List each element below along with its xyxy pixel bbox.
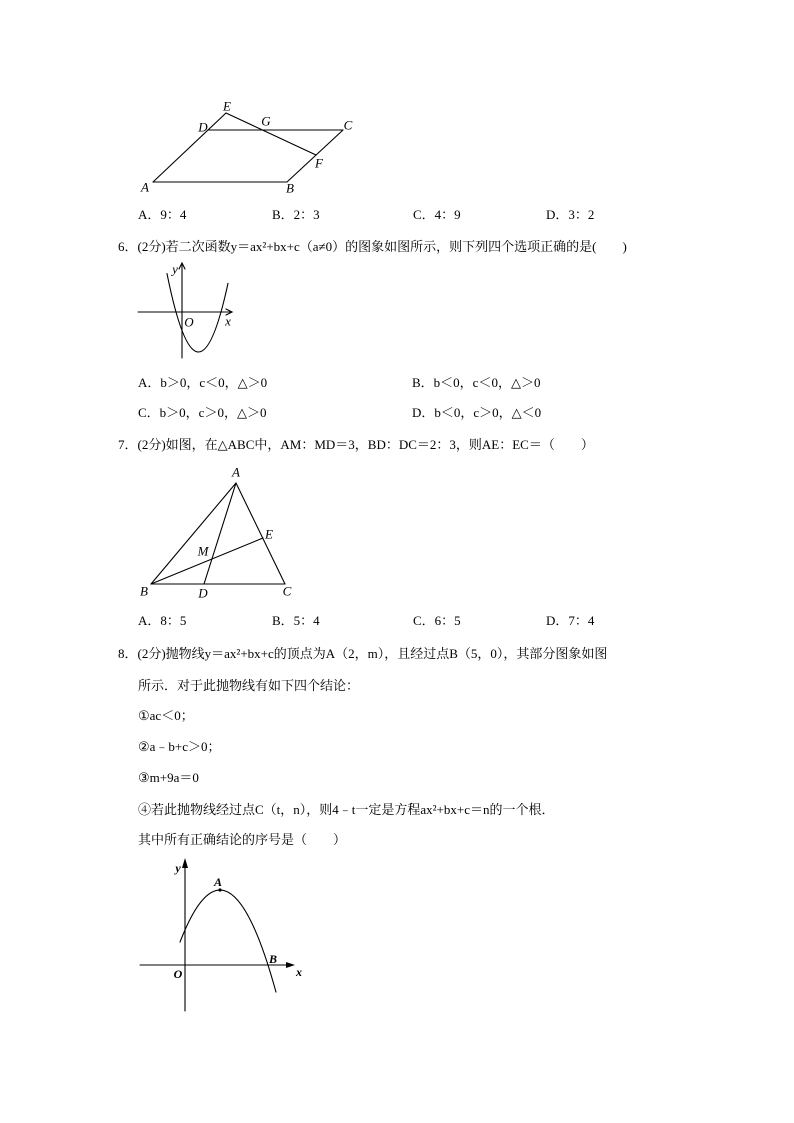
y-axis-arrow-icon: [182, 858, 188, 868]
point-label-d: D: [198, 585, 208, 601]
q5-option-b: B．2：3: [272, 207, 320, 222]
point-label-a: A: [232, 464, 240, 480]
point-label-m: M: [197, 543, 209, 559]
q6-option-d: D．b＜0，c＞0，△＜0: [412, 405, 542, 420]
q5-option-c: C．4：9: [413, 207, 461, 222]
q8-conclusion-4: ④若此抛物线经过点C（t，n），则4﹣t一定是方程ax²+bx+c＝n的一个根．: [138, 802, 555, 817]
x-axis-label: x: [225, 313, 231, 329]
q7-stem: 7．(2分)如图，在△ABC中，AM：MD＝3，BD：DC＝2：3，则AE：EC＝（ ）: [118, 437, 594, 452]
q6-option-c: C．b＞0，c＞0，△＞0: [138, 405, 267, 420]
segment-ef: [226, 113, 316, 155]
q8-prompt: 其中所有正确结论的序号是（ ）: [138, 832, 347, 847]
point-label-b: B: [140, 583, 148, 599]
root-label-b: B: [268, 952, 278, 966]
q8-parabola-figure: [135, 855, 310, 1015]
x-axis-arrow-icon: [286, 962, 295, 968]
point-label-b: B: [286, 180, 294, 196]
point-label-e: E: [223, 98, 231, 114]
point-label-c: C: [343, 117, 353, 133]
q8-conclusion-2: ②a﹣b+c＞0；: [138, 739, 221, 754]
y-axis-label: y: [175, 861, 181, 875]
side-ac: [236, 483, 285, 584]
q7-triangle-figure: [135, 462, 300, 602]
q7-option-c: C．6：5: [413, 613, 461, 628]
segment-ae: [153, 113, 226, 182]
parabola-curve: [167, 274, 228, 352]
q6-option-a: A．b＞0，c＜0，△＞0: [138, 375, 268, 390]
q6-option-b: B．b＜0，c＜0，△＞0: [412, 375, 541, 390]
q8-conclusion-1: ①ac＜0；: [138, 708, 194, 723]
side-ab: [151, 483, 236, 584]
q8-stem-line-1: 8．(2分)抛物线y＝ax²+bx+c的顶点为A（2，m），且经过点B（5，0），其部分图象如图: [118, 646, 608, 661]
origin-label: O: [184, 314, 194, 330]
point-label-c: C: [282, 583, 292, 599]
q8-stem-line-2: 所示．对于此抛物线有如下四个结论：: [138, 678, 360, 693]
q5-option-a: A．9：4: [138, 207, 187, 222]
point-label-f: F: [315, 155, 323, 171]
parabola-curve: [180, 890, 276, 992]
q8-conclusion-3: ③m+9a＝0: [138, 770, 199, 785]
vertex-label-a: A: [213, 875, 223, 889]
point-label-a: A: [141, 179, 149, 195]
q6-stem: 6．(2分)若二次函数y＝ax²+bx+c（a≠0）的图象如图所示，则下列四个选项正确的是( ): [118, 239, 627, 254]
point-label-d: D: [198, 119, 208, 135]
point-label-e: E: [265, 526, 273, 542]
q5-option-d: D．3：2: [546, 207, 595, 222]
x-axis-label: x: [296, 965, 302, 979]
point-label-g: G: [261, 113, 271, 129]
q7-option-b: B．5：4: [272, 613, 320, 628]
origin-label: O: [173, 967, 183, 981]
q7-option-a: A．8：5: [138, 613, 187, 628]
y-axis-label: y: [172, 261, 178, 277]
q7-option-d: D．7：4: [546, 613, 595, 628]
segment-ad: [204, 483, 236, 584]
q5-parallelogram-figure: [130, 95, 370, 200]
q6-parabola-figure: [132, 255, 242, 365]
